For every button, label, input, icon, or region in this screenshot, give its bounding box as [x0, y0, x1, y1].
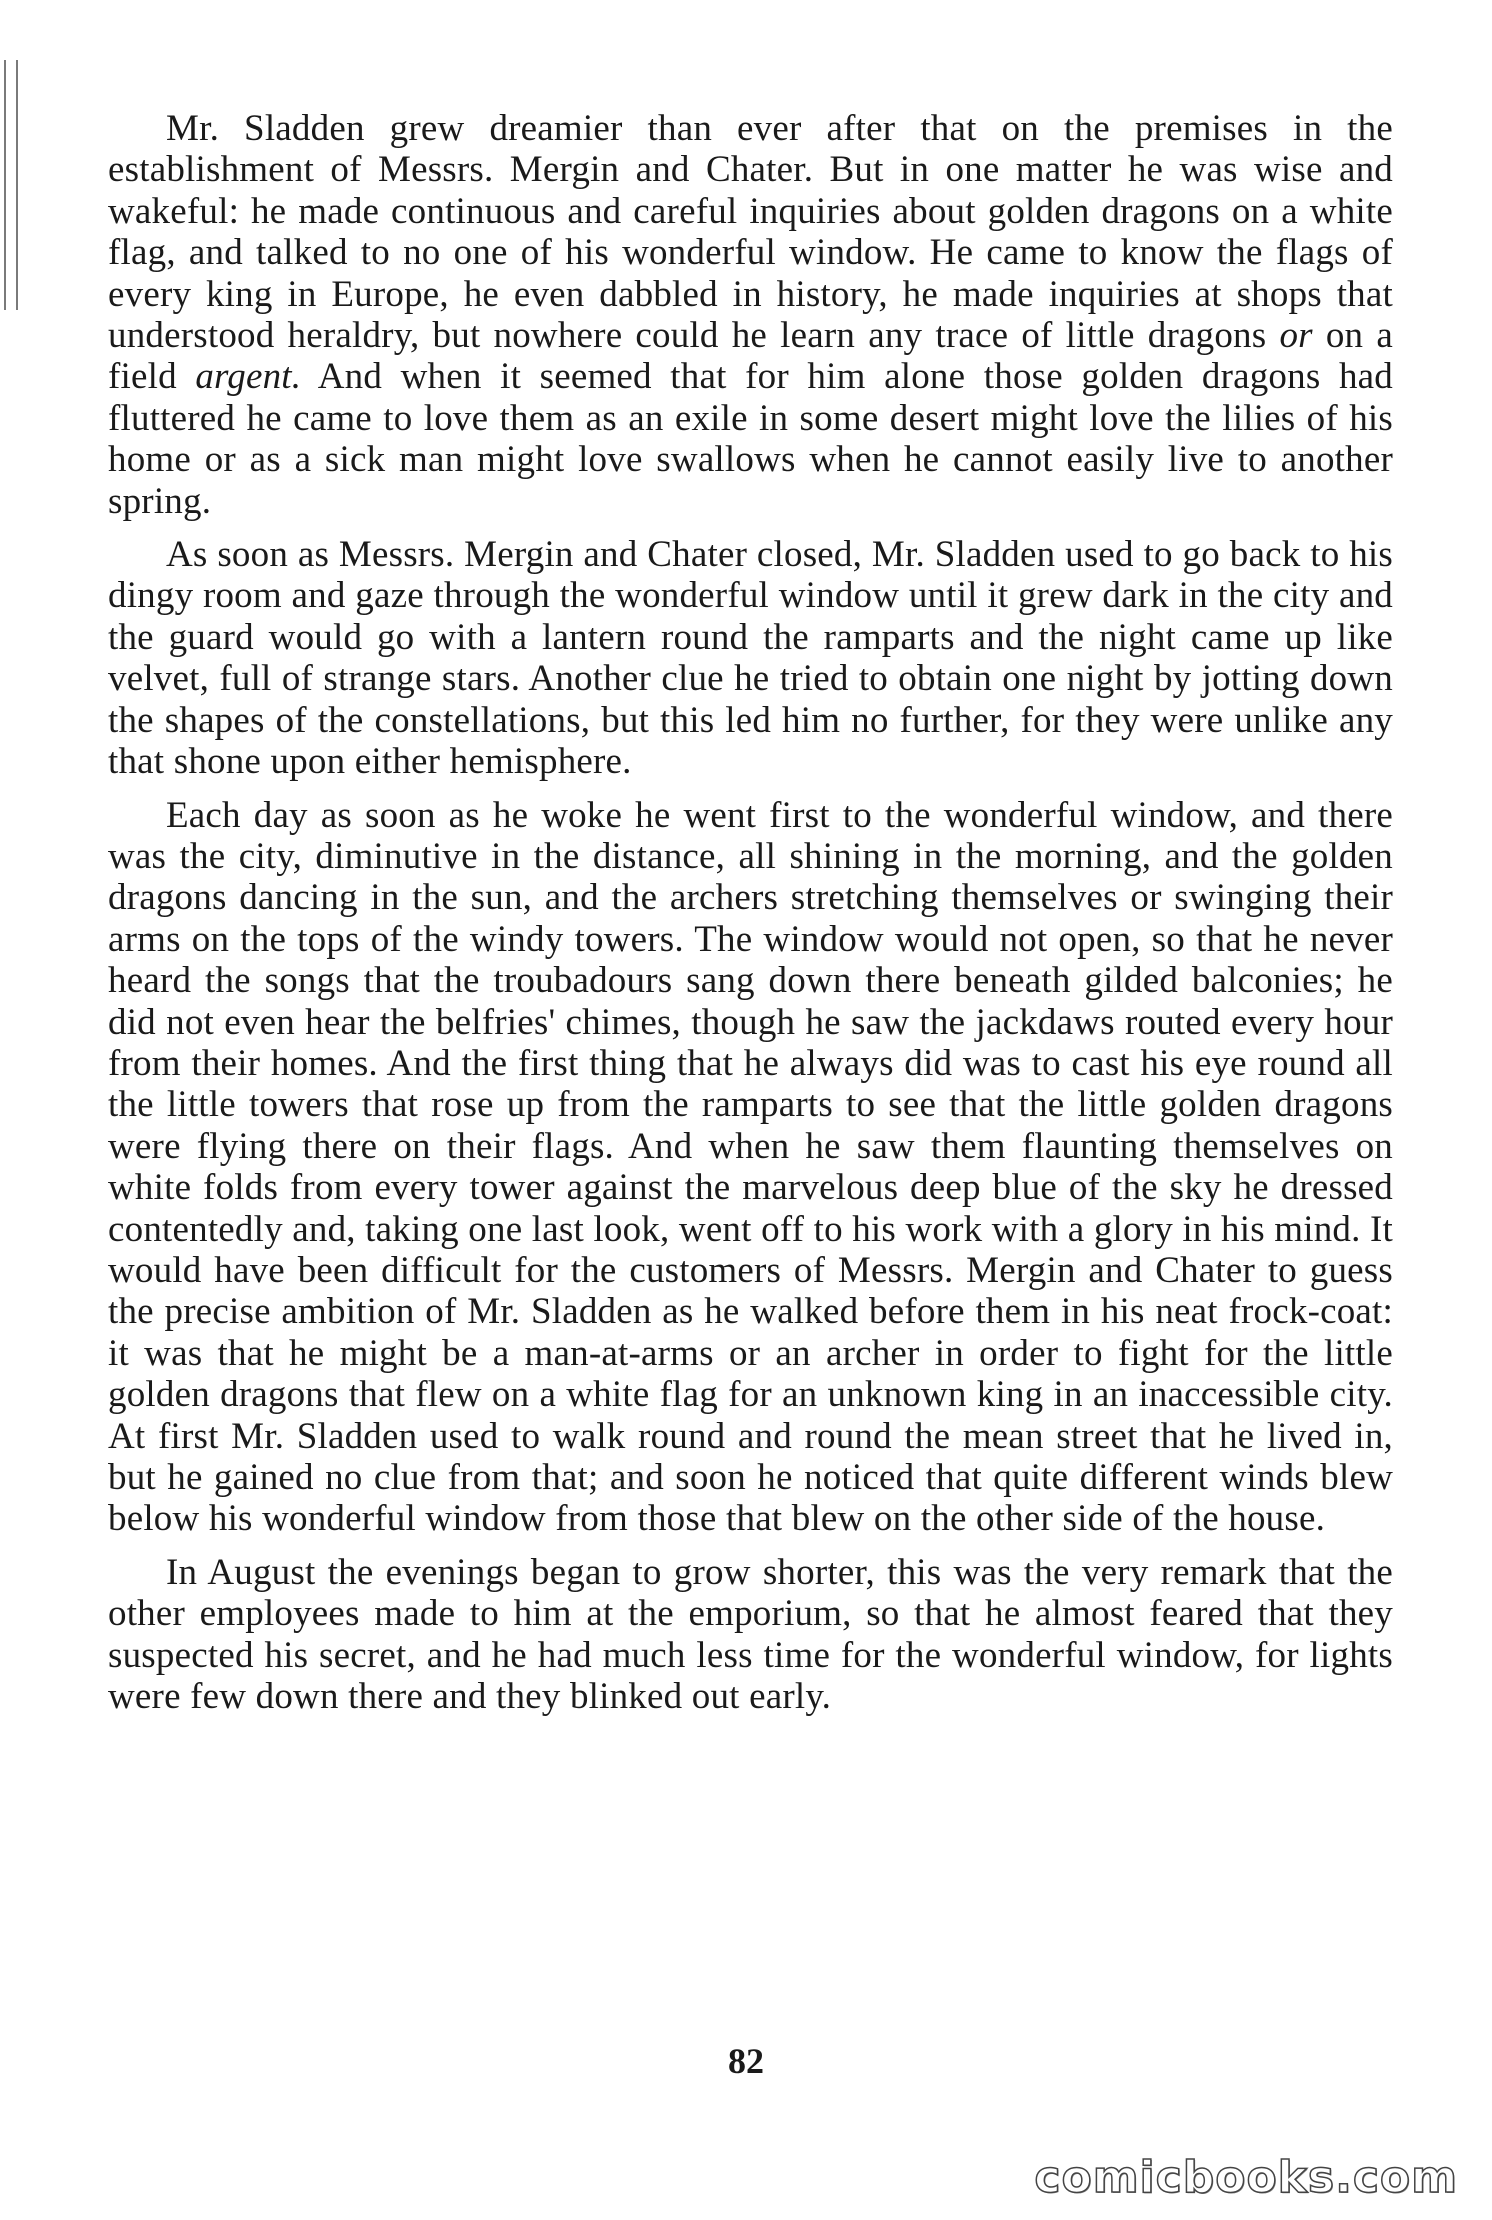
page-number: 82 — [728, 2041, 764, 2081]
watermark: comicbooks.com — [1034, 2152, 1458, 2203]
paragraph-1-text-c: And when it seemed that for him alone those golden dragons had fluttered he came to love them as an exile in some desert might love the lilies of his home or as a sick man might love swallows when he cannot easily live to another spring. — [108, 356, 1393, 522]
paragraph-3: Each day as soon as he woke he went first to the wonderful window, and there was the city, diminutive in the distance, all shining in the morning, and the golden dragons dancing in the sun, and the archers stretching themselves or swinging their arms on the tops of the windy towers. The window would not open, so that he never heard the songs that the troubadours sang down there beneath gilded balconies; he did not even hear the belfries' chimes, though he saw the jackdaws routed every hour from their homes. And the first thing that he always did was to cast his eye round all the little towers that rose up from the ramparts to see that the little golden dragons were flying there on their flags. And when he saw them flaunting themselves on white folds from every tower against the marvelous deep blue of the sky he dressed contentedly and, taking one last look, went off to his work with a glory in his mind. It would have been difficult for the customers of Messrs. Mergin and Chater to guess the precise ambition of Mr. Sladden as he walked before them in his neat frock-coat: it was that he might be a man-at-arms or an archer in order to fight for the little golden dragons that flew on a white flag for an unknown king in an inaccessible city. At first Mr. Sladden used to walk round and round the mean street that he lived in, but he gained no clue from that; and soon he noticed that quite different winds blew below his wonderful window from those that blew on the other side of the house. — [108, 794, 1394, 1540]
paragraph-1-italic-b: argent. — [195, 356, 302, 398]
paragraph-2: As soon as Messrs. Mergin and Chater closed, Mr. Sladden used to go back to his dingy room and gaze through the wonderful window until it grew dark in the city and the guard would go with a lantern round the ramparts and the night came up like velvet, full of strange stars. Another clue he tried to obtain one night by jotting down the shapes of the constellations, but this led him no further, for they were unlike any that shone upon either hemisphere. — [108, 534, 1393, 783]
page-edge-mark — [4, 60, 18, 310]
paragraph-1-text-a: Mr. Sladden grew dreamier than ever after that on the premises in the establishment of Messrs. Mergin and Chater. But in one matter he was wise and wakeful: he made continuous and careful inquiries about golden dragons on a white flag, and talked to no one of his wonderful window. He came to know the flags of every king in Europe, he even dabbled in history, he made inquiries at shops that understood heraldry, but nowhere could he learn any trace of little dragons — [108, 108, 1393, 357]
body-text — [108, 108, 1393, 1729]
paragraph-1-text-b: on a field — [108, 315, 1393, 398]
paragraph-1-italic-a: or — [1279, 315, 1313, 357]
paragraph-4: In August the evenings began to grow shorter, this was the very remark that the other employees made to him at the emporium, so that he almost feared that they suspected his secret, and he had much less time for the wonderful window, for lights were few down there and they blinked out early. — [108, 1551, 1393, 1718]
paragraph-1 — [108, 108, 1393, 522]
